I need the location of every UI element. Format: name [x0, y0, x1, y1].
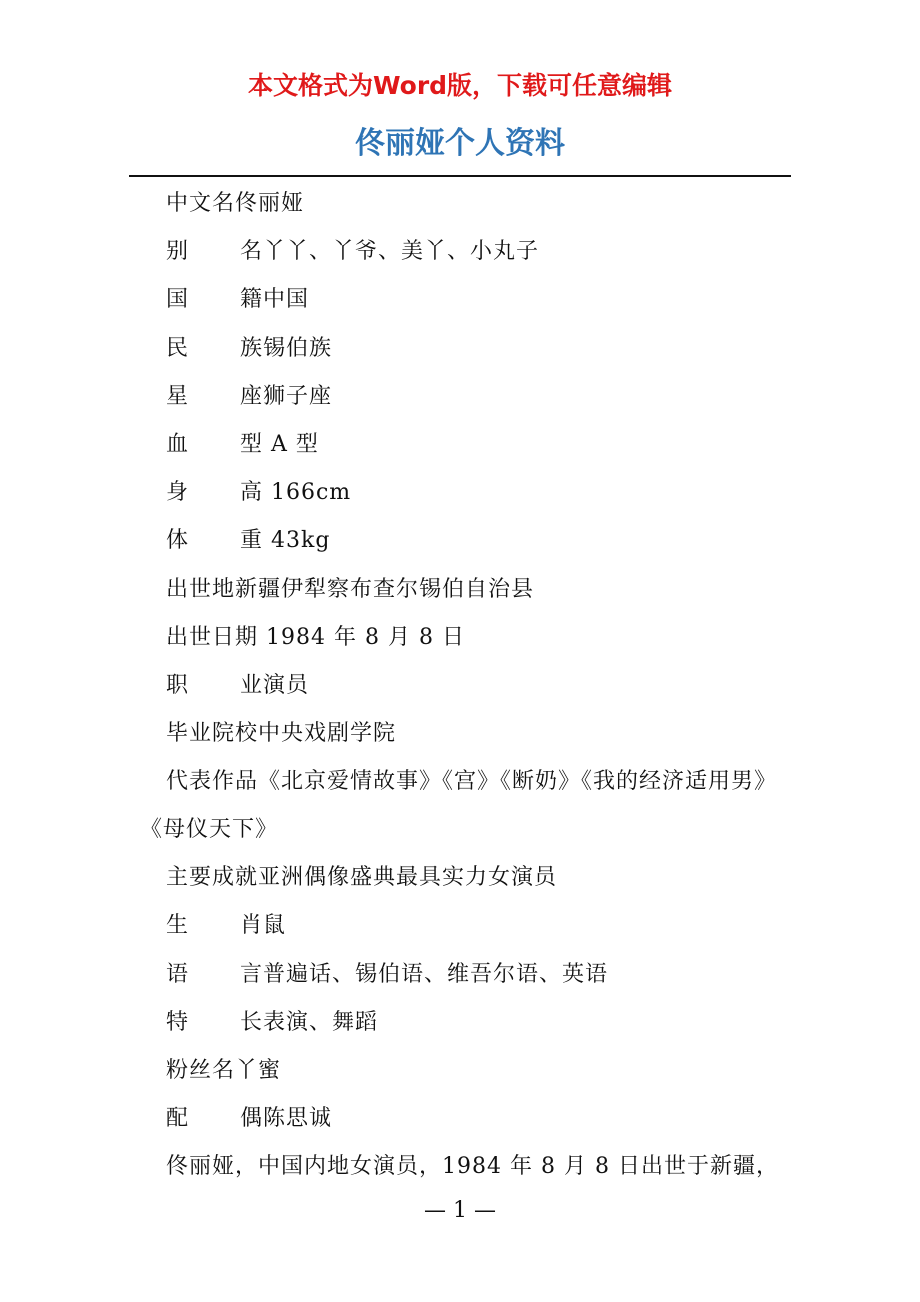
field-value: 型 A 型: [240, 431, 319, 457]
field-label: 血: [166, 431, 190, 457]
field-label: 体: [166, 528, 190, 554]
field-value: 长表演、舞蹈: [240, 1009, 379, 1035]
field-achievement: 主要成就亚洲偶像盛典最具实力女演员: [166, 865, 558, 891]
page-number: — 1 —: [424, 1198, 496, 1223]
field-birth-date: 出世日期 1984 年 8 月 8 日: [166, 624, 465, 650]
field-value: 重 43kg: [240, 528, 331, 554]
field-occupation: [140, 662, 800, 710]
field-nationality: [140, 276, 800, 324]
field-chinese-zodiac: [140, 902, 800, 950]
field-height: [140, 469, 800, 517]
field-label: 特: [166, 1009, 190, 1035]
download-notice: 本文格式为Word版，下载可任意编辑: [247, 71, 673, 100]
field-value: 业演员: [240, 672, 310, 698]
field-value: 座狮子座: [240, 383, 333, 409]
field-label: 国: [166, 287, 190, 313]
field-value: 高 166cm: [240, 480, 352, 506]
field-label: 民: [166, 335, 190, 361]
field-spouse: [140, 1095, 800, 1143]
field-value: 偶陈思诚: [240, 1106, 333, 1132]
field-label: 生: [166, 913, 190, 939]
field-blood-type: [140, 421, 800, 469]
field-label: 身: [166, 480, 190, 506]
field-works: 代表作品《北京爱情故事》《宫》《断奶》《我的经济适用男》《母仪天下》: [140, 769, 778, 843]
document-title: 佟丽娅个人资料: [355, 126, 565, 161]
field-label: 职: [166, 672, 190, 698]
field-value: 肖鼠: [240, 913, 287, 939]
field-alias: [140, 228, 800, 276]
field-chinese-name: 中文名佟丽娅: [166, 191, 305, 216]
field-zodiac: [140, 373, 800, 421]
field-label: 星: [166, 383, 190, 409]
title-divider: [129, 175, 791, 177]
field-label: 配: [166, 1106, 190, 1132]
field-school: 毕业院校中央戏剧学院: [166, 721, 397, 747]
field-label: 语: [166, 961, 190, 987]
field-languages: [140, 951, 800, 999]
field-specialty: [140, 999, 800, 1047]
field-value: 族锡伯族: [240, 335, 333, 361]
field-value: 籍中国: [240, 287, 310, 313]
field-ethnicity: [140, 325, 800, 373]
field-birthplace: 出世地新疆伊犁察布查尔锡伯自治县: [166, 576, 535, 602]
profile-body: [140, 180, 800, 1192]
field-value: 言普遍话、锡伯语、维吾尔语、英语: [240, 961, 609, 987]
field-label: 别: [166, 239, 190, 265]
field-value: 名丫丫、丫爷、美丫、小丸子: [240, 239, 540, 265]
field-fan-name: 粉丝名丫蜜: [166, 1058, 282, 1083]
field-weight: [140, 517, 800, 565]
intro-paragraph: 佟丽娅，中国内地女演员，1984 年 8 月 8 日出世于新疆，: [166, 1154, 779, 1180]
